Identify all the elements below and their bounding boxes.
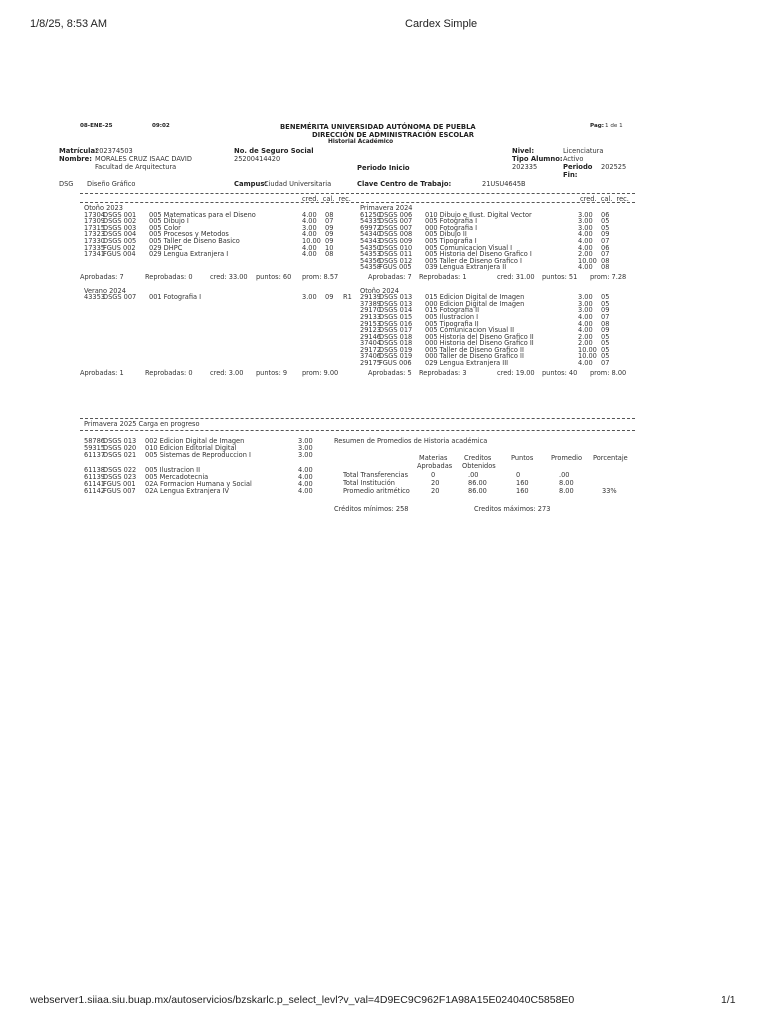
campus-label: Campus: xyxy=(234,180,268,188)
course-grade: 05 xyxy=(601,339,610,348)
page-label: Pag: xyxy=(590,123,604,129)
course-row xyxy=(80,294,360,301)
course-grade: 05 xyxy=(601,223,610,232)
summary-puntos: puntos: 51 xyxy=(542,272,578,281)
course-credits: 4.00 xyxy=(302,250,317,259)
course-key: DSGS 001 xyxy=(103,210,137,219)
summary-puntos: puntos: 60 xyxy=(256,272,292,281)
resumen-materias: 20 xyxy=(431,478,440,487)
course-grade: 05 xyxy=(601,217,610,226)
course-nrc: 17315 xyxy=(84,223,105,232)
course-key: DSGS 010 xyxy=(379,243,413,252)
progress-credits: 4.00 xyxy=(298,465,313,474)
course-credits: 2.00 xyxy=(578,339,593,348)
course-name: 000 Taller de Diseno Grafico II xyxy=(425,352,524,361)
course-credits: 2.00 xyxy=(578,250,593,259)
progress-key: FGUS 001 xyxy=(103,480,136,489)
resumen-label: Promedio aritmético xyxy=(343,486,410,495)
course-name: 005 Taller de Diseno Grafico I xyxy=(425,256,522,265)
creditos-maximos: Creditos máximos: 273 xyxy=(474,505,551,513)
course-nrc: 54340 xyxy=(360,230,381,239)
progress-credits: 3.00 xyxy=(298,444,313,453)
resumen-promedio: 8.00 xyxy=(559,486,574,495)
course-grade: 05 xyxy=(601,332,610,341)
course-key: DSGS 007 xyxy=(103,293,137,302)
course-name: 000 Historia del Diseno Grafico II xyxy=(425,339,534,348)
progress-credits: 4.00 xyxy=(298,480,313,489)
doc-time: 09:02 xyxy=(152,123,170,129)
summary-cred: cred: 33.00 xyxy=(210,272,248,281)
course-credits: 4.00 xyxy=(578,236,593,245)
course-key: DSGS 005 xyxy=(103,236,137,245)
course-nrc: 54343 xyxy=(360,236,381,245)
divider-progress-bottom xyxy=(80,430,635,431)
course-nrc: 54353 xyxy=(360,250,381,259)
periodo-inicio-value: 202335 xyxy=(512,163,538,171)
university-name: BENEMÉRITA UNIVERSIDAD AUTÓNOMA DE PUEBLA xyxy=(280,123,476,131)
clave-value: 21USU4645B xyxy=(482,180,526,188)
nss-value: 25200414420 xyxy=(234,155,281,163)
course-name: 005 Ilustracion I xyxy=(425,312,479,321)
course-row xyxy=(360,264,640,271)
course-nrc: 61250 xyxy=(360,210,381,219)
course-key: FGUS 002 xyxy=(103,243,136,252)
col-header-right: cred. cal. rec. xyxy=(580,195,629,203)
course-credits: 3.00 xyxy=(578,299,593,308)
periodo-fin-value: 202525 xyxy=(601,163,627,171)
course-credits: 4.00 xyxy=(578,230,593,239)
progress-name: 010 Edicion Editorial Digital xyxy=(145,444,237,453)
course-row xyxy=(360,360,640,367)
progress-credits: 4.00 xyxy=(298,487,313,496)
left-column xyxy=(80,205,360,376)
progress-name: 005 Mercadotecnia xyxy=(145,472,209,481)
course-grade: 09 xyxy=(325,236,334,245)
course-credits: 4.00 xyxy=(578,359,593,368)
course-nrc: 37404 xyxy=(360,339,381,348)
course-nrc: 43353 xyxy=(84,293,105,302)
resumen-h-promedio: Promedio xyxy=(551,454,582,462)
periodo-fin-label: Periodo xyxy=(563,163,593,171)
course-key: FGUS 004 xyxy=(103,250,136,259)
resumen-creditos: .00 xyxy=(468,471,479,479)
resumen-creditos: 86.00 xyxy=(468,478,487,487)
course-nrc: 29146 xyxy=(360,332,381,341)
course-credits: 10.00 xyxy=(578,256,597,265)
course-nrc: 54350 xyxy=(360,243,381,252)
course-key: DSGS 009 xyxy=(379,236,413,245)
course-name: 029 DHPC xyxy=(149,243,183,252)
course-key: DSGS 018 xyxy=(379,339,413,348)
course-nrc: 17304 xyxy=(84,210,105,219)
course-nrc: 17341 xyxy=(84,250,105,259)
course-grade: 06 xyxy=(601,243,610,252)
course-key: DSGS 018 xyxy=(379,332,413,341)
resumen-label: Total Institución xyxy=(343,478,395,487)
course-grade: 08 xyxy=(601,263,610,272)
course-name: 005 Historia del Diseno Grafico II xyxy=(425,332,534,341)
progress-key: DSGS 021 xyxy=(103,451,137,460)
progress-nrc: 61142 xyxy=(84,487,105,496)
resumen-puntos: 0 xyxy=(516,471,521,479)
course-grade: 09 xyxy=(325,223,334,232)
course-grade: 05 xyxy=(601,352,610,361)
resumen-h-materias-1: Materias xyxy=(419,454,448,462)
nivel-value: Licenciatura xyxy=(563,147,604,155)
course-nrc: 29133 xyxy=(360,312,381,321)
course-credits: 4.00 xyxy=(578,319,593,328)
course-credits: 2.00 xyxy=(578,332,593,341)
course-key: DSGS 016 xyxy=(379,319,413,328)
summary-prom: prom: 8.00 xyxy=(590,368,627,377)
progress-key: FGUS 007 xyxy=(103,487,136,496)
course-credits: 3.00 xyxy=(578,210,593,219)
course-nrc: 17309 xyxy=(84,217,105,226)
progress-name: 02A Lengua Extranjera IV xyxy=(145,487,230,496)
progress-nrc: 61141 xyxy=(84,480,105,489)
in-progress-list xyxy=(84,438,334,495)
course-grade: 09 xyxy=(325,293,334,302)
course-name: 000 Edicion Digital de Imagen xyxy=(425,299,525,308)
progress-credits: 3.00 xyxy=(298,451,313,460)
resumen-creditos: 86.00 xyxy=(468,486,487,495)
course-grade: 08 xyxy=(325,210,334,219)
col-header-left: cred. cal. rec. xyxy=(302,195,351,203)
course-nrc: 29139 xyxy=(360,293,381,302)
summary-puntos: puntos: 9 xyxy=(256,368,288,377)
course-grade: 08 xyxy=(601,319,610,328)
nss-label: No. de Seguro Social xyxy=(234,147,314,155)
resumen-h-creditos-2: Obtenidos xyxy=(462,462,496,470)
divider-top xyxy=(80,193,635,194)
course-name: 015 Fotografia II xyxy=(425,306,480,315)
course-credits: 3.00 xyxy=(302,223,317,232)
progress-name: 002 Edicion Digital de Imagen xyxy=(145,437,245,445)
course-grade: 09 xyxy=(325,230,334,239)
course-credits: 4.00 xyxy=(302,217,317,226)
summary-cred: cred: 19.00 xyxy=(497,368,535,377)
resumen-row xyxy=(343,488,643,495)
summary-cred: cred: 3.00 xyxy=(210,368,244,377)
tipo-alumno-label: Tipo Alumno: xyxy=(512,155,563,163)
nombre-label: Nombre: xyxy=(59,155,92,163)
summary-cred: cred: 31.00 xyxy=(497,272,535,281)
course-credits: 10.00 xyxy=(578,345,597,354)
course-key: DSGS 008 xyxy=(379,230,413,239)
course-row xyxy=(80,251,360,258)
course-nrc: 29123 xyxy=(360,326,381,335)
course-nrc: 37406 xyxy=(360,352,381,361)
course-name: 010 Dibujo e Ilust. Digital Vector xyxy=(425,210,532,219)
nombre-value: MORALES CRUZ ISAAC DAVID xyxy=(95,155,192,163)
periodo-fin-label-2: Fin: xyxy=(563,171,578,179)
course-key: FGUS 005 xyxy=(379,263,412,272)
progress-key: DSGS 013 xyxy=(103,437,137,445)
course-grade: 05 xyxy=(601,293,610,302)
course-credits: 3.00 xyxy=(302,293,317,302)
course-name: 005 Matematicas para el Diseno xyxy=(149,210,256,219)
course-grade: 07 xyxy=(601,236,610,245)
course-key: DSGS 011 xyxy=(379,250,413,259)
tipo-alumno-value: Activo xyxy=(563,155,584,163)
periodo-inicio-label: Periodo Inicio xyxy=(357,164,410,172)
course-key: DSGS 002 xyxy=(103,217,137,226)
course-name: 029 Lengua Extranjera I xyxy=(149,250,229,259)
course-nrc: 17323 xyxy=(84,230,105,239)
progress-name: 005 Ilustracion II xyxy=(145,465,201,474)
print-url: webserver1.siiaa.siu.buap.mx/autoservicios/bzskarlc.p_select_levl?v_val=4D9EC9C962F1A98A15E024040C5858E0 xyxy=(30,994,575,1006)
course-credits: 4.00 xyxy=(578,312,593,321)
matricula-label: Matrícula: xyxy=(59,147,98,155)
page-value: 1 de 1 xyxy=(605,123,623,129)
progress-name: 005 Sistemas de Reproduccion I xyxy=(145,451,251,460)
course-name: 001 Fotografia I xyxy=(149,293,202,302)
course-credits: 4.00 xyxy=(302,210,317,219)
resumen-promedio: .00 xyxy=(559,471,570,479)
programa-code: DSG xyxy=(59,180,74,188)
course-credits: 4.00 xyxy=(578,326,593,335)
progress-key: DSGS 020 xyxy=(103,444,137,453)
course-grade: 08 xyxy=(325,250,334,259)
course-name: 005 Comunicacion Visual I xyxy=(425,243,513,252)
doc-date: 08-ENE-25 xyxy=(80,123,113,129)
progress-nrc: 61138 xyxy=(84,465,105,474)
summary-reprobadas: Reprobadas: 3 xyxy=(419,368,467,377)
resumen-table xyxy=(343,472,643,495)
progress-nrc: 59315 xyxy=(84,444,105,453)
progress-key: DSGS 022 xyxy=(103,465,137,474)
course-nrc: 29175 xyxy=(360,359,381,368)
summary-reprobadas: Reprobadas: 1 xyxy=(419,272,467,281)
course-credits: 4.00 xyxy=(578,263,593,272)
course-key: DSGS 006 xyxy=(379,210,413,219)
course-grade: 08 xyxy=(601,256,610,265)
course-key: DSGS 012 xyxy=(379,256,413,265)
course-name: 005 Tipografia II xyxy=(425,319,479,328)
resumen-row xyxy=(343,480,643,487)
course-name: 005 Taller de Diseno Grafico II xyxy=(425,345,524,354)
course-name: 005 Procesos y Metodos xyxy=(149,230,229,239)
divider-header xyxy=(80,202,635,203)
course-grade: 09 xyxy=(601,306,610,315)
summary-prom: prom: 7.28 xyxy=(590,272,627,281)
course-grade: 09 xyxy=(601,326,610,335)
summary-prom: prom: 8.57 xyxy=(302,272,339,281)
course-nrc: 54358 xyxy=(360,263,381,272)
course-name: 029 Lengua Extranjera III xyxy=(425,359,509,368)
course-key: DSGS 017 xyxy=(379,326,413,335)
progress-nrc: 61139 xyxy=(84,472,105,481)
course-key: DSGS 004 xyxy=(103,230,137,239)
term-label: Primavera 2024 xyxy=(360,204,413,212)
campus-value: Ciudad Universitaria xyxy=(264,180,332,188)
clave-label: Clave Centro de Trabajo: xyxy=(357,180,452,188)
course-grade: 10 xyxy=(325,243,334,252)
course-name: 005 Taller de Diseno Basico xyxy=(149,236,240,245)
course-credits: 10.00 xyxy=(578,352,597,361)
progress-credits: 3.00 xyxy=(298,437,313,445)
progress-credits: 4.00 xyxy=(298,472,313,481)
course-name: 005 Comunicacion Visual II xyxy=(425,326,515,335)
course-grade: 06 xyxy=(601,210,610,219)
resumen-h-puntos: Puntos xyxy=(511,454,534,462)
facultad-value: Facultad de Arquitectura xyxy=(95,163,177,171)
print-datetime: 1/8/25, 8:53 AM xyxy=(30,18,108,30)
progress-name: 02A Formacion Humana y Social xyxy=(145,480,252,489)
term-label: Verano 2024 xyxy=(84,286,126,295)
resumen-h-creditos-1: Creditos xyxy=(464,454,492,462)
summary-prom: prom: 9.00 xyxy=(302,368,339,377)
course-credits: 3.00 xyxy=(578,223,593,232)
course-name: 000 Fotografia I xyxy=(425,223,478,232)
course-nrc: 17330 xyxy=(84,236,105,245)
divider-progress xyxy=(80,418,635,419)
course-key: DSGS 019 xyxy=(379,352,413,361)
direction-name: DIRECCIÓN DE ADMINISTRACIÓN ESCOLAR xyxy=(312,131,474,139)
summary-reprobadas: Reprobadas: 0 xyxy=(145,368,193,377)
course-nrc: 69972 xyxy=(360,223,381,232)
resumen-row xyxy=(343,472,643,479)
course-key: DSGS 015 xyxy=(379,312,413,321)
course-key: DSGS 014 xyxy=(379,306,413,315)
resumen-puntos: 160 xyxy=(516,486,529,495)
term-label: Otoño 2023 xyxy=(84,204,123,212)
print-title: Cardex Simple xyxy=(405,18,478,30)
progress-row xyxy=(84,488,334,495)
course-grade: 07 xyxy=(601,359,610,368)
progress-key: DSGS 023 xyxy=(103,472,137,481)
course-nrc: 54356 xyxy=(360,256,381,265)
resumen-label: Total Transferencias xyxy=(343,471,409,479)
print-page: 1/1 xyxy=(721,994,736,1006)
term-summary xyxy=(80,274,360,281)
term-label: Otoño 2024 xyxy=(360,286,399,295)
course-name: 005 Tipografia I xyxy=(425,236,477,245)
resumen-promedio: 8.00 xyxy=(559,478,574,487)
term-summary xyxy=(360,274,640,281)
course-name: 015 Edicion Digital de Imagen xyxy=(425,293,525,302)
resumen-materias: 0 xyxy=(431,471,436,479)
summary-aprobadas: Aprobadas: 7 xyxy=(368,272,412,281)
course-name: 039 Lengua Extranjera II xyxy=(425,263,507,272)
progress-nrc: 61137 xyxy=(84,451,105,460)
course-name: 005 Fotografia I xyxy=(425,217,478,226)
summary-reprobadas: Reprobadas: 0 xyxy=(145,272,193,281)
course-nrc: 54335 xyxy=(360,217,381,226)
course-nrc: 37389 xyxy=(360,299,381,308)
course-grade: 07 xyxy=(325,217,334,226)
course-credits: 10.00 xyxy=(302,236,321,245)
matricula-value: 202374503 xyxy=(95,147,133,155)
course-name: 005 Dibujo I xyxy=(149,217,189,226)
course-credits: 4.00 xyxy=(302,243,317,252)
resumen-h-materias-2: Aprobadas xyxy=(417,462,453,470)
resumen-porcentaje: 33% xyxy=(602,486,617,495)
course-key: DSGS 007 xyxy=(379,217,413,226)
course-key: DSGS 013 xyxy=(379,293,413,302)
progress-row xyxy=(84,452,334,459)
summary-puntos: puntos: 40 xyxy=(542,368,578,377)
course-nrc: 29153 xyxy=(360,319,381,328)
summary-aprobadas: Aprobadas: 1 xyxy=(80,368,124,377)
in-progress-title: Primavera 2025 Carga en progreso xyxy=(84,420,200,428)
course-nrc: 29170 xyxy=(360,306,381,315)
course-key: DSGS 013 xyxy=(379,299,413,308)
course-key: DSGS 019 xyxy=(379,345,413,354)
course-key: FGUS 006 xyxy=(379,359,412,368)
course-grade: 05 xyxy=(601,345,610,354)
course-grade: 07 xyxy=(601,250,610,259)
course-key: DSGS 003 xyxy=(103,223,137,232)
course-grade: 07 xyxy=(601,312,610,321)
course-credits: 4.00 xyxy=(578,243,593,252)
course-credits: 4.00 xyxy=(302,230,317,239)
course-nrc: 29172 xyxy=(360,345,381,354)
summary-aprobadas: Aprobadas: 5 xyxy=(368,368,412,377)
course-name: 005 Historia del Diseno Grafico I xyxy=(425,250,532,259)
course-nrc: 17335 xyxy=(84,243,105,252)
course-credits: 3.00 xyxy=(578,217,593,226)
course-key: DSGS 007 xyxy=(379,223,413,232)
programa-name: Diseño Gráfico xyxy=(87,180,136,188)
resumen-materias: 20 xyxy=(431,486,440,495)
course-grade: 09 xyxy=(601,230,610,239)
resumen-title: Resumen de Promedios de Historia académica xyxy=(334,437,488,445)
course-credits: 3.00 xyxy=(578,306,593,315)
course-credits: 3.00 xyxy=(578,293,593,302)
term-summary xyxy=(360,370,640,377)
doc-title: Historial Académico xyxy=(328,139,394,145)
term-summary xyxy=(80,370,360,377)
course-grade: 05 xyxy=(601,299,610,308)
course-name: 005 Dibujo II xyxy=(425,230,467,239)
resumen-puntos: 160 xyxy=(516,478,529,487)
right-column xyxy=(360,205,640,376)
creditos-minimos: Créditos mínimos: 258 xyxy=(334,505,409,513)
resumen-h-porcentaje: Porcentaje xyxy=(593,454,628,462)
course-rec: R1 xyxy=(343,293,352,302)
nivel-label: Nivel: xyxy=(512,147,535,155)
course-name: 005 Color xyxy=(149,223,181,232)
summary-aprobadas: Aprobadas: 7 xyxy=(80,272,124,281)
progress-nrc: 58786 xyxy=(84,437,105,445)
